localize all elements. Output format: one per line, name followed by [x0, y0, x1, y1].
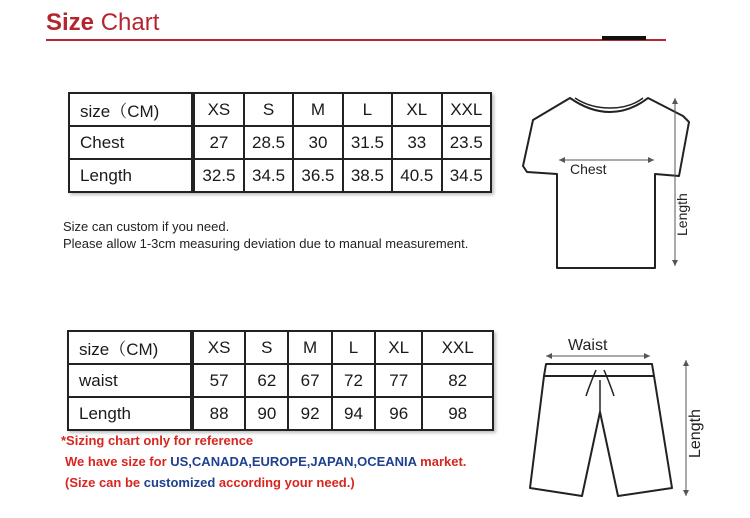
table-row — [68, 364, 493, 397]
market-note-prefix: We have size for — [65, 454, 171, 469]
tshirt-diagram — [515, 88, 695, 273]
tshirt-length-label: Length — [674, 193, 690, 236]
table-cell: 32.5 — [193, 159, 244, 192]
table-header-cell: size（CM) — [69, 93, 193, 126]
table-header-cell: XXL — [422, 331, 493, 364]
row-label: Chest — [69, 126, 193, 159]
table-header-row — [68, 331, 493, 364]
reference-note: *Sizing chart only for reference — [61, 433, 254, 448]
table-row — [69, 159, 491, 192]
table-header-cell: XL — [375, 331, 422, 364]
table-cell: 88 — [192, 397, 245, 430]
table-header-cell: S — [245, 331, 288, 364]
table-header-cell: XS — [193, 93, 244, 126]
table-cell: 96 — [375, 397, 422, 430]
table-cell: 33 — [392, 126, 441, 159]
page-title-bold: Size — [46, 9, 95, 36]
table-cell: 57 — [192, 364, 245, 397]
row-label: Length — [68, 397, 192, 430]
shorts-outline — [530, 364, 672, 496]
table-header-row — [69, 93, 491, 126]
page-title — [46, 8, 159, 38]
shorts-length-label: Length — [687, 409, 704, 458]
market-regions: US,CANADA,EUROPE,JAPAN,OCEANIA — [170, 454, 417, 469]
table-cell: 82 — [422, 364, 493, 397]
table-row — [69, 126, 491, 159]
table-cell: 92 — [288, 397, 331, 430]
table-row — [68, 397, 493, 430]
table-header-cell: XL — [392, 93, 441, 126]
table-cell: 67 — [288, 364, 331, 397]
table-header-cell: XXL — [442, 93, 491, 126]
tshirt-size-table — [68, 92, 492, 193]
table-cell: 94 — [332, 397, 375, 430]
length-measure-arrow — [672, 98, 678, 266]
table-header-cell: M — [288, 331, 331, 364]
market-note — [65, 454, 466, 469]
table-cell: 38.5 — [343, 159, 392, 192]
table-cell: 90 — [245, 397, 288, 430]
table-cell: 34.5 — [442, 159, 491, 192]
table-header-cell: L — [343, 93, 392, 126]
customize-note-prefix: (Size can be — [65, 475, 144, 490]
table-header-cell: size（CM) — [68, 331, 192, 364]
table-cell: 36.5 — [293, 159, 342, 192]
market-note-suffix: market. — [416, 454, 467, 469]
custom-size-note: Size can custom if you need. — [63, 219, 230, 234]
table-cell: 30 — [293, 126, 342, 159]
table-cell: 34.5 — [244, 159, 293, 192]
table-cell: 28.5 — [244, 126, 293, 159]
table-cell: 72 — [332, 364, 375, 397]
header-divider-accent — [602, 36, 646, 40]
row-label: waist — [68, 364, 192, 397]
waist-label: Waist — [568, 337, 608, 354]
table-cell: 62 — [245, 364, 288, 397]
table-header-cell: M — [293, 93, 342, 126]
table-header-cell: S — [244, 93, 293, 126]
customize-word: customized — [143, 475, 216, 490]
customize-note — [65, 475, 355, 490]
tshirt-outline — [523, 98, 689, 268]
table-cell: 31.5 — [343, 126, 392, 159]
deviation-note: Please allow 1-3cm measuring deviation due to manual measurement. — [63, 236, 469, 251]
row-label: Length — [69, 159, 193, 192]
table-header-cell: XS — [192, 331, 245, 364]
table-cell: 77 — [375, 364, 422, 397]
table-cell: 98 — [422, 397, 493, 430]
table-cell: 27 — [193, 126, 244, 159]
table-cell: 23.5 — [442, 126, 491, 159]
table-cell: 40.5 — [392, 159, 441, 192]
chest-label: Chest — [570, 161, 607, 177]
table-header-cell: L — [332, 331, 375, 364]
shorts-size-table — [67, 330, 494, 431]
shorts-diagram — [520, 330, 720, 500]
header-divider — [46, 39, 666, 41]
page-title-light: Chart — [100, 9, 160, 36]
customize-note-suffix: according your need.) — [215, 475, 355, 490]
